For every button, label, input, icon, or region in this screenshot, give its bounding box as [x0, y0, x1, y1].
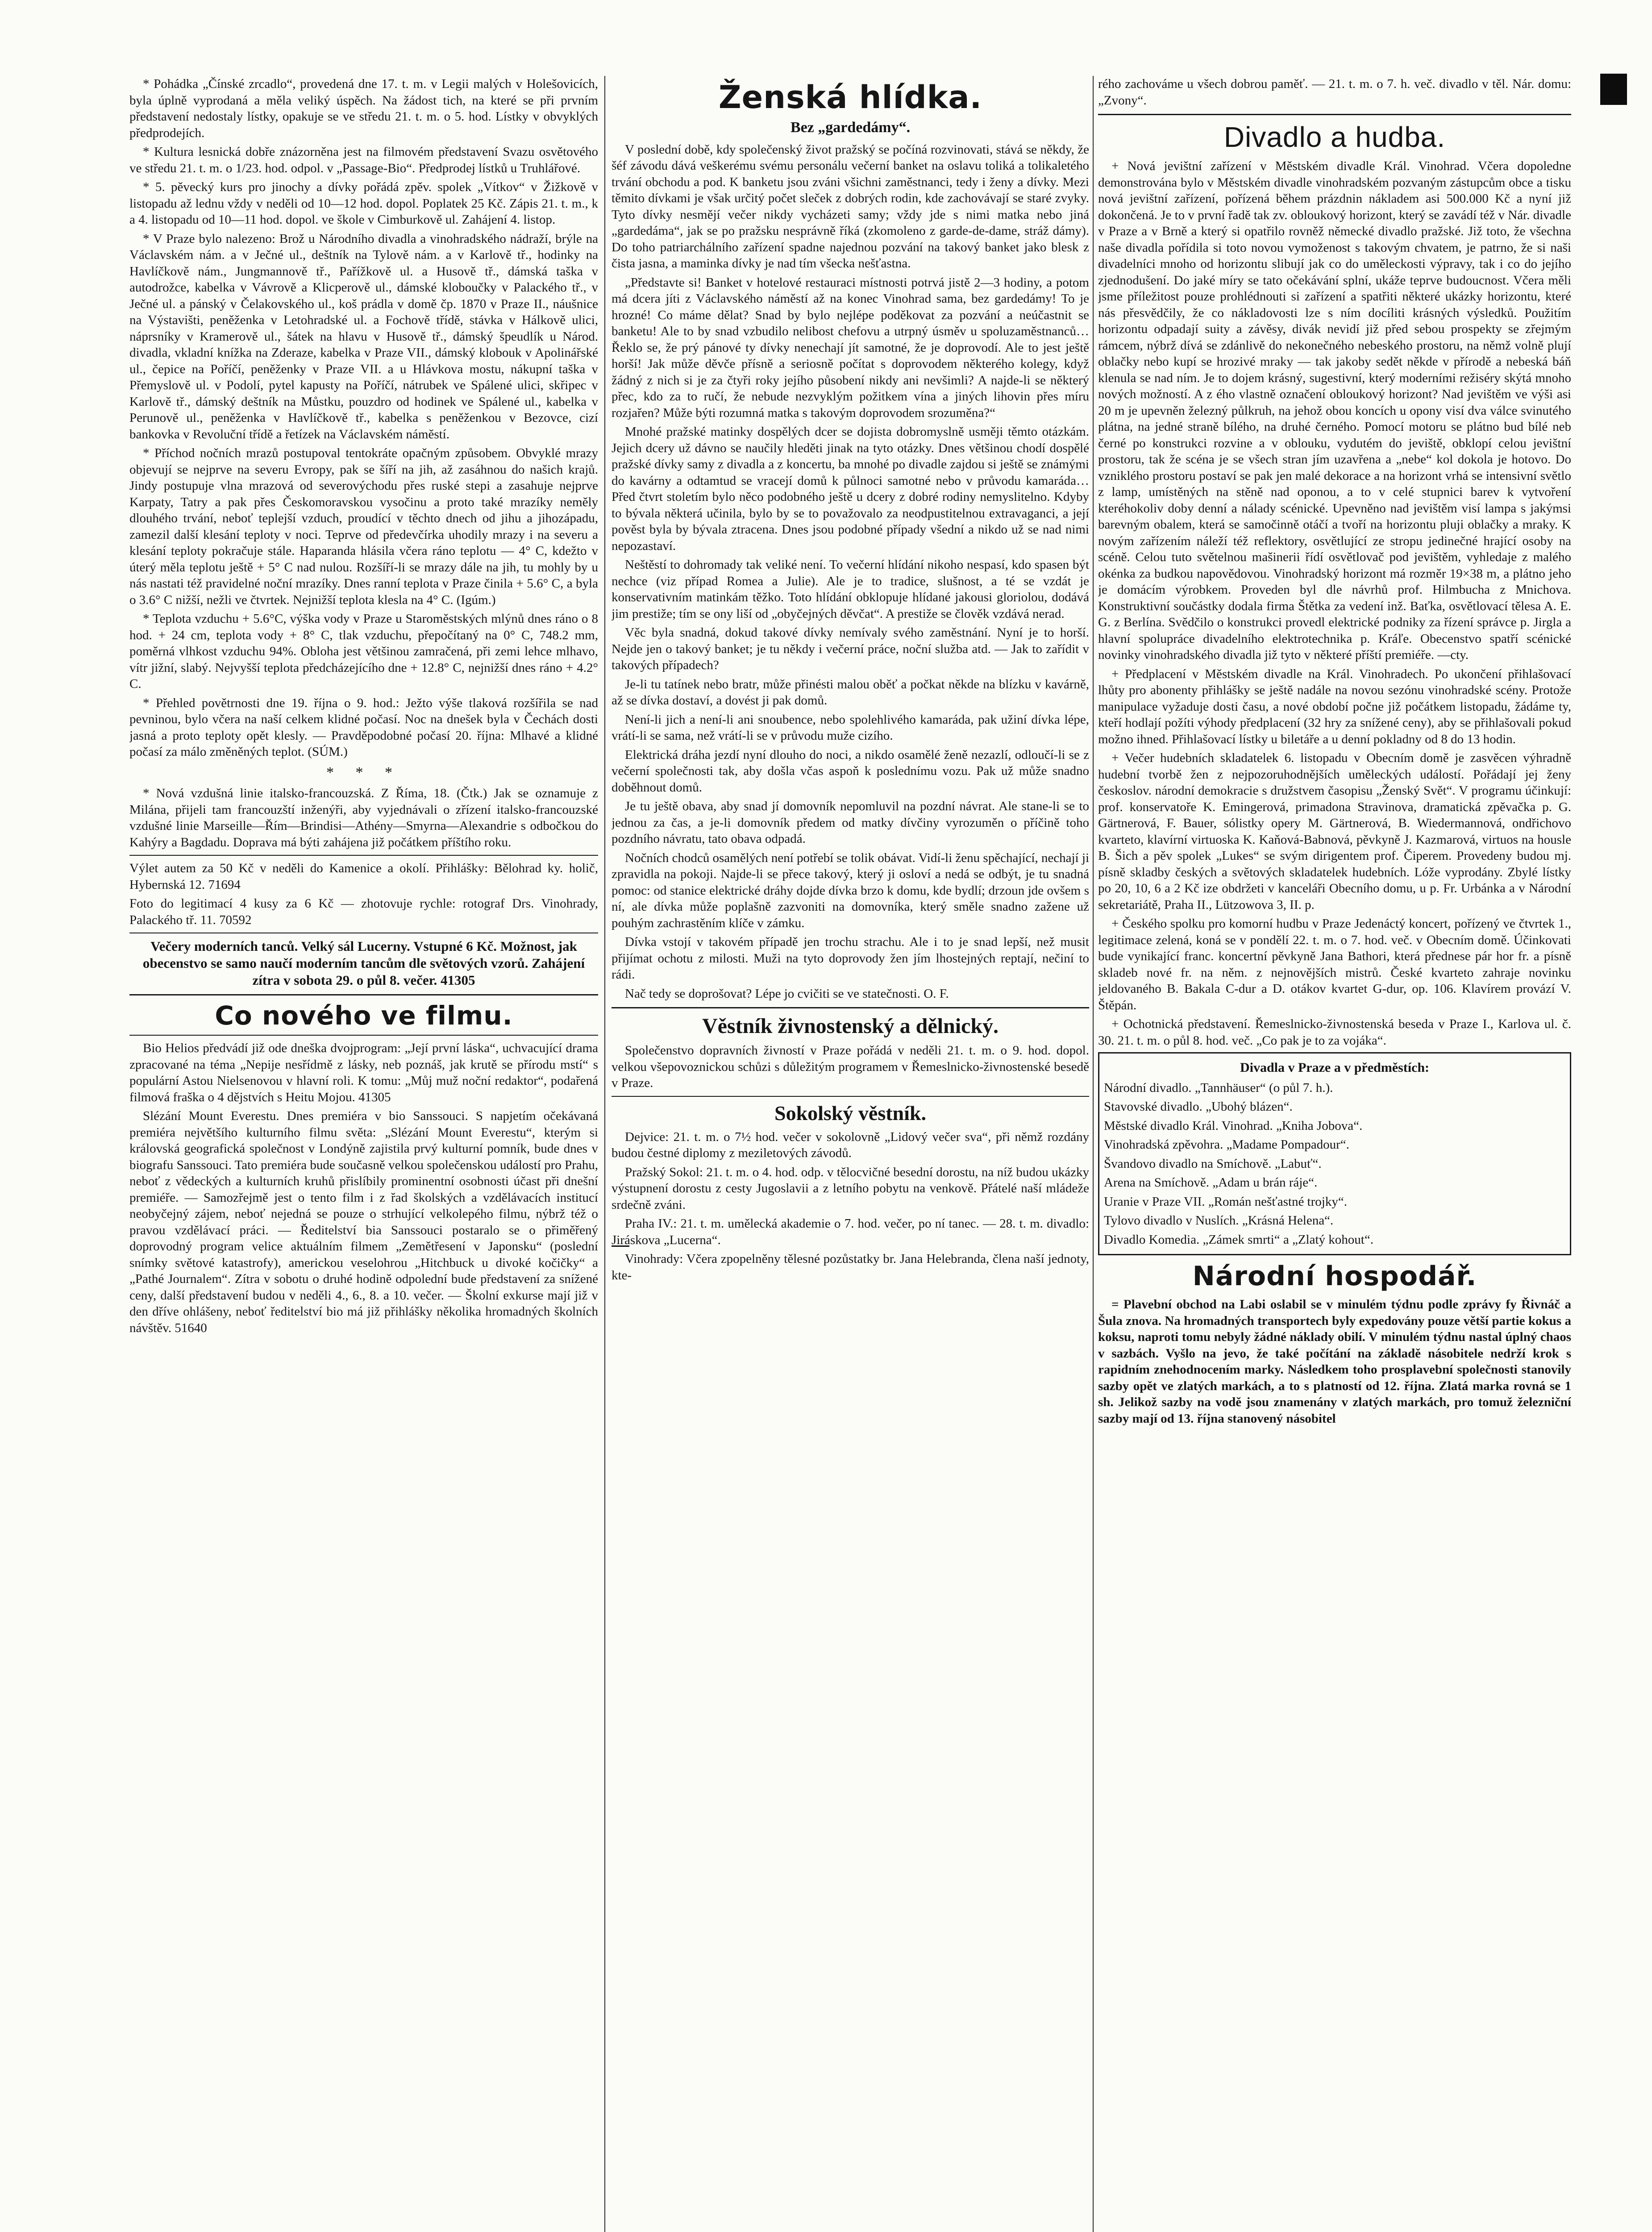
- news-item: + Večer hudebních skladatelek 6. listopadu v Obecním domě je zasvěcen výhradně hudební tvorbě žen z nejpozoruhodnějších uměleckých událostí. Pořádají jej ženy českoslov. národní demokracie s družstvem časopisu „Ženský Svět“. V programu účinkují: prof. konservatoře K. Emingerová, primadona Stravinova, dramatická zpěvačka p. G. Gärtnerová, F. Bauer, sólistky opery M. Gärtnerová, B. Wiedermannová, ondřichovo kvarteto, klavírní virtuoska K. Kaňová-Babnová, pěvkyně J. Kazmarová, virtuos na housle B. Šich a pěv spolek „Lukes“ se svým dirigentem prof. Čiperem. Provedeny budou mj. písně skladby českých a světových skladatelek hudebních. Lóže vyprodány. Zbylé lístky po 20, 10, 6 a 2 Kč ize obdržeti v kanceláři Obecního domu, u p. Fr. Urbánka a v Národní sekretariátě, Praha II., Lützowova 3, II. p.: [1098, 751, 1571, 912]
- article-paragraph: Je-li tu tatínek nebo bratr, může přinésti malou oběť a počkat někde na blízku v kavárně, až se dívka dostaví, a dovést ji pak domů.: [612, 677, 1089, 708]
- programme-item: Městské divadlo Král. Vinohrad. „Kniha Jobova“.: [1104, 1118, 1363, 1133]
- section-heading-trade: Věstník živnostenský a dělnický.: [702, 1014, 999, 1038]
- section-heading-film: Co nového ve filmu.: [215, 1000, 513, 1031]
- news-item: * 5. pěvecký kurs pro jinochy a dívky pořádá zpěv. spolek „Vítkov“ v Žižkově v listopadu až lednu vždy v neděli od 10—12 hod. dopol. Poplatek 25 Kč. Zápis 21. t. m., k a 4. listopadu od 10—11 hod. dopol. ve škole v Cimburkově ul. Zahájení 4. listop.: [129, 180, 598, 227]
- column-2: [612, 76, 1089, 2232]
- article-subtitle: Bez „gardedámy“.: [790, 119, 911, 136]
- article-paragraph: Nač tedy se doprošovat? Lépe jo cvičiti se ve statečnosti. O. F.: [625, 986, 949, 1001]
- column-3: [1098, 76, 1571, 2232]
- programme-item: Vinohradská zpěvohra. „Madame Pompadour“.: [1104, 1137, 1349, 1152]
- news-item: rého zachováme u všech dobrou paměť. — 21. t. m. o 7. h. več. divadlo v těl. Nár. domu: „Zvony“.: [1098, 77, 1571, 108]
- programme-item: Stavovské divadlo. „Ubohý blázen“.: [1104, 1099, 1293, 1114]
- news-item: * Pohádka „Čínské zrcadlo“, provedená dne 17. t. m. v Legii malých v Holešovicích, byla úplně vyprodaná a měla veliký úspěch. Na žádost tich, na které se při prvním představení nedostaly lístky, opakuje se ve středu 21. t. m. o 5. hod. Lístky v obvyklých předprodejích.: [129, 77, 598, 140]
- column-rule: [604, 76, 605, 2232]
- programme-item: Tylovo divadlo v Nuslích. „Krásná Helena“.: [1104, 1213, 1334, 1228]
- theatre-programme-box: [1098, 1052, 1571, 1255]
- news-item: * Teplota vzduchu + 5.6°C, výška vody v Praze u Staroměstských mlýnů dnes ráno o 8 hod. + 24 cm, teplota vody + 8° C, tlak vzduchu, přepočítaný na 0° C, 748.2 mm, poměrná vlhkost vzduchu 94%. Obloha jest většinou zamračená, při zemi lehce mlhavo, vítr jižní, slabý. Nejvyšší teplota předcházejícího dne + 12.8° C, nejnižší dnes ráno + 4.2° C.: [129, 612, 598, 691]
- divider: [129, 1035, 598, 1036]
- article-paragraph: Není-li jich a není-li ani snoubence, nebo spolehlivého kamaráda, pak užiní dívka lépe, vrátí-li se sama, než vrátí-li se v průvodu muže cizího.: [612, 712, 1089, 743]
- programme-heading: Divadla v Praze a v předměstích:: [1240, 1060, 1430, 1075]
- article-paragraph: Mnohé pražské matinky dospělých dcer se dojista dobromyslně usměji těmto otázkám. Jejich dcery už dávno se naučily hleděti jinak na tyto otázky. Dnes většinou chodí dospělé pražské dívky samy z divadla a z koncertu, ba mnohé po divadle zajdou si ještě se známými do kavárny a odtamtud se vracejí domů k půlnoci samotné nebo v průvodu kamaráda… Před čtvrt stoletím bylo něco podobného ještě u dcery z dobré rodiny nemyslitelno. Kdyby to bývala některá učinila, bylo by se to považovalo za neodpustitelnou extravaganci, a její pověst byla by bývala ztracena. Dnes jsou podobné případy všední a nikdo už se nad nimi nepozastaví.: [612, 425, 1089, 553]
- news-item: Vinohrady: Včera zpopelněny tělesné pozůstatky br. Jana Helebranda, člena naší jednoty, kte-: [612, 1252, 1089, 1283]
- news-item: Dejvice: 21. t. m. o 7½ hod. večer v sokolovně „Lidový večer sva“, při němž rozdány budou čestné diplomy z meziletových závodů.: [612, 1129, 1089, 1160]
- edge-mark: [1600, 74, 1627, 105]
- column-rule: [1093, 76, 1094, 2232]
- news-item: Společenstvo dopravních živností v Praze pořádá v neděli 21. t. m. o 9. hod. dopol. velkou všepovoznickou schůzi s důležitým programem v Řemeslnicko-živnostenské besedě v Praze.: [612, 1043, 1089, 1090]
- programme-item: Divadlo Komedia. „Zámek smrti“ a „Zlatý kohout“.: [1104, 1232, 1373, 1247]
- news-item: * Kultura lesnická dobře znázorněna jest na filmovém představení Svazu osvětového ve středu 21. t. m. o 1/23. hod. odpol. v „Passage-Bio“. Předprodej lístků u Truhlářové.: [129, 145, 598, 175]
- column-1: [129, 76, 598, 2232]
- divider: [129, 855, 598, 856]
- divider: [612, 1096, 1089, 1097]
- separator-stars: * * *: [326, 764, 401, 781]
- programme-item: Arena na Smíchově. „Adam u brán ráje“.: [1104, 1175, 1318, 1190]
- news-item: * Nová vzdušná linie italsko-francouzská. Z Říma, 18. (Čtk.) Jak se oznamuje z Milána, přijeli tam francouzští inženýři, aby vyjednávali o zřízení italsko-francouzské vzdušné linie Marseille—Řím—Brindisi—Athény—Smyrna—Alexandrie s odbočkou do Kahýry a Bagdadu. Doprava má býti zahájena již počátkem příštího roku.: [129, 786, 598, 849]
- divider: [129, 994, 598, 995]
- section-heading-womens: Ženská hlídka.: [718, 79, 982, 116]
- section-heading-sokol: Sokolský věstník.: [774, 1101, 926, 1124]
- news-item: + Předplacení v Městském divadle na Král. Vinohradech. Po ukončení přihlašovací lhůty pro abonenty přihlášky se ještě nadále na novou sezónu vinohradské scény. Protože manipulace vyžaduje dosti času, a nové období počne již počátkem listopadu, žádáme ty, kteří hodlají požíti výhody předplacení (32 hry za snížené ceny), aby se přihlašovali pokud možno ihned. Přihlašovací lístky u biletáře a u denní pokladny od 8 do 13 hodin.: [1098, 666, 1571, 746]
- divider: [612, 1007, 1089, 1008]
- advertisement: Večery moderních tanců. Velký sál Lucerny. Vstupné 6 Kč. Možnost, jak obecenstvo se samo naučí moderním tancům dle světových vzorů. Zahájení zítra v sobota 29. o půl 8. večer. 41305: [142, 938, 585, 988]
- news-item: + Ochotnická představení. Řemeslnicko-živnostenská beseda v Praze I., Karlova ul. č. 30. 21. t. m. o půl 8. hod. več. „Co pak je to za vojáka“.: [1098, 1017, 1571, 1048]
- article-paragraph: Dívka vstojí v takovém případě jen trochu strachu. Ale i to je snad lepší, než musit přijímat ochotu z milosti. Muži na tyto doprovody žen jím lhostejných reptají, nečiní to rádi.: [612, 935, 1089, 982]
- article-paragraph: Nočních chodců osamělých není potřebí se tolik obávat. Vidí-li ženu spěchající, nechají ji zpravidla na pokoji. Najde-li se přece takový, který ji osloví a nedá se odbýt, je tu snadná pomoc: od stanice elektrické dráhy dojde dívka brzo k domu, kde bydlí; drzoun jde ovšem s ní, ale dívka může poplašně zazvoniti na domovníka, který směle snadno zažene už pouhým zachrastěním klíče v zámku.: [612, 850, 1089, 930]
- news-item: Slézání Mount Everestu. Dnes premiéra v bio Sanssouci. S napjetím očekávaná premiéra největšího kulturního filmu světa: „Slézání Mount Everestu“, kterým si královská geografická společnost v Londýně zajistila prvý kulturní pomník, bude dnes v biografu Sanssouci. Tato premiéra bude současně velkou společenskou událostí pro Prahu, neboť z vědeckých a kulturních kruhů přislíbily prominentní osobnosti účast při dnešní premiéře. — Samozřejmě jest o tento film i z řad školských a vzdělávacích institucí neobyčejný zájem, neboť nejedná se pouze o strhující velkolepého filmu, nýbrž též o pravou vzdělávací práci. — Ředitelství bia Sanssouci postaralo se o přiměřený doprovodný program velice aktuálním filmem „Zemětřesení v Japonsku“ (poslední snímky světové katastrofy), americkou veselohrou „Hitchbuck u divoké kočičky“ a „Pathé Journalem“. Zítra v sobotu o druhé hodině odpolední bude představení za snížené ceny, další představení budou v neděli 4., 6., 8. a 10. večer. — Školní exkurse mají již v den dříve ohlášeny, neboť ředitelství bio má již přihlášky několika hromadných školních návštěv. 51640: [129, 1109, 598, 1335]
- programme-item: Švandovo divadlo na Smíchově. „Labuť“.: [1104, 1156, 1322, 1171]
- news-item: + Českého spolku pro komorní hudbu v Praze Jedenáctý koncert, pořízený ve čtvrtek 1., legitimace zelená, koná se v pondělí 22. t. m. o 7. hod. več. v Obecním domě. Účinkovati bude vynikající franc. koncertní pěvkyně Jana Bathori, která přednese pár hor fr. a písně skladeb nové fr. na něm. z nejnovějších mistrů. České kvarteto zahraje novinku jeldovaného B. Bakala C-dur a D. otákov kvartet G-dur, op. 106. Klavírem provází V. Štěpán.: [1098, 916, 1571, 1012]
- advertisement: Výlet autem za 50 Kč v neděli do Kamenice a okolí. Přihlášky: Bělohrad ky. holič, Hybernská 12. 71694: [129, 861, 598, 892]
- article-paragraph: Je tu ještě obava, aby snad jí domovník nepomluvil na pozdní návrat. Ale stane-li se to jednou za čas, a je-li domovník předem od matky dívčiny vyrozuměn o příčině toho pozdního návratu, tato obava odpadá.: [612, 799, 1089, 846]
- news-item: Pražský Sokol: 21. t. m. o 4. hod. odp. v tělocvičné besední dorostu, na níž budou ukázky výstupnení dorostu z cesty Jugoslavii a z letního pobytu na venkově. Přátelé naší mládeže srdečně zváni.: [612, 1165, 1089, 1212]
- article-paragraph: Elektrická dráha jezdí nyní dlouho do noci, a nikdo osamělé ženě nezazlí, odloučí-li se z večerní společnosti tak, aby došla včas aspoň k poslednímu vozu. Pak už může snadno doběhnout domů.: [612, 747, 1089, 795]
- divider: [1098, 114, 1571, 115]
- news-item: * V Praze bylo nalezeno: Brož u Národního divadla a vinohradského nádraží, brýle na Václavském nám. a v Ječné ul., deštník na Tylově nám. a v Karlově tř., hodinky na Havlíčkově nám., Jungmannově tř., Pařížkově ul. a Husově tř., dámská taška v autodrožce, kabelka v Vávrově a Klicperově ul., dámské kloboučky v Palackého tř., v Ječné ul. a pánský v Čelakovského ul., koš prádla v domě čp. 1870 v Praze II., náušnice na Výstavišti, peněženka v Letohradské ul. a Fochově třídě, stávka v Hálkově ulici, náprsníky v Kramerově ul., šátek na hlavu v Husově tř., dámský špeudlík u Národ. divadla, vkladní knížka na Zderaze, kabelka v Praze VII., dámský klobouk v Apolinářské ul., čepice na Poříčí, peněženky v Praze VII. a u Hlávkova mostu, nákupní taška v Přemyslově ul. v Podolí, pytel kapusty na Poříčí, nátrubek ve Spálené ulici, skřipec v Karlově tř., dámský deštník na Můstku, pouzdro od hodinek ve Spálené ul., kabelka v Perunově ul., peněženka v Havlíčkově tř., kabelka s peněženkou v Bezovce, cizí bankovka v Revoluční třídě a řetízek na Václavském náměstí.: [129, 231, 598, 441]
- article-paragraph: V poslední době, kdy společenský život pražský se počíná rozvinovati, stává se někdy, že šéf závodu dává veškerému svému personálu večerní banket na oslavu toliká a tolikaletého trvání obchodu a pod. K banketu jsou zváni všichni zaměstnanci, tedy i ženy a dívky. Mezi těmito dívkami je však určitý počet sleček z dobrých rodin, kde zachovávají se staré zvyky. Tyto dívky nesmějí večer nikdy vycházeti samy; vždy jde s nimi matka nebo jiná „gardedáma“, jak se po pražsku nesprávně říká (zkomoleno z garde-de-dame, stráž dámy). Do toho patriarchálního zařízení spadne najednou pozvání na takový banket jako blesk z čista jasna, a maminka dívky je nad tím všecka nešťastna.: [612, 142, 1089, 271]
- advertisement: Foto do legitimací 4 kusy za 6 Kč — zhotovuje rychle: rotograf Drs. Vinohrady, Palackého tř. 11. 70592: [129, 896, 598, 927]
- section-heading-economy: Národní hospodář.: [1192, 1261, 1477, 1292]
- news-item: Praha IV.: 21. t. m. umělecká akademie o 7. hod. večer, po ní tanec. — 28. t. m. divadlo: Jiráskova „Lucerna“.: [612, 1216, 1089, 1247]
- news-item: * Příchod nočních mrazů postupoval tentokráte opačným způsobem. Obvyklé mrazy objevují se nejprve na severu Evropy, pak se šíří na jih, až zasáhnou do našich krajů. Jindy postupuje vlna mrazová od severovýchodu přes ruské stepi a zasahuje nejprve Karpaty, Tatry a pak přes Českomoravskou vysočinu a proto také mrazíky neměly dlouhého trvání, neboť teplejší vzduch, proudící v těchto dnech od jihu a jihozápadu, zamezil další klesání teploty v noci. Teprve od předevčírka uhodily mrazy i na severu a klesání teploty pokračuje stále. Haparanda hlásila včera ráno teplotu — 4° C, kdežto v úterý měla teplotu ještě + 5° C nad nulou. Rozšíří-li se mrazy dále na jih, tu mohly by u nás nastati též pravidelné noční mrazíky. Dnes ranní teplota v Praze činila + 5.6° C, a byla o 3.6° C nižší, nežli ve čtvrtek. Nejnižší teplota klesla na 4° C. (Igúm.): [129, 446, 598, 607]
- news-item: Bio Helios předvádí již ode dneška dvojprogram: „Její první láska“, uchvacující drama zpracované na téma „Nepije nesřídmě z lásky, neb poznáš, jak krutě se přírodu mstí“ s populární Astou Nielsenovou v hlavní roli. K tomu: „Můj muž noční redaktor“, podařená filmová fraška o 4 dějstvích s Heitu Mojou. 41305: [129, 1041, 598, 1104]
- article-paragraph: „Představte si! Banket v hotelové restauraci místnosti potrvá jistě 2—3 hodiny, a potom má dcera jíti z Václavského náměstí až na konec Vinohrad sama, bez gardedámy! To je hrozné! Co máme dělat? Snad by bylo nejlépe poděkovat za pozvání a neúčastnit se banketu! Ale to by snad vzbudilo nelibost chefovu a utrpný úsměv u spoluzaměstnanců… Řeklo se, že prý pánové ty dívky nenechají jít samotné, že je doprovodí. Ale to jest ještě horší! Jak může děvče přísně a seriosně počítat s doprovodem některého kolegy, když žádný z nich si je za čtyři roky jejího působení nikdy ani nevšimli? A najde-li se některý přec, kdo za to ručí, že nebude nezvyklým požitkem vína a jiných lihovin přes míru rozjařen? Může býti rozumná matka s takovým doprovodem srozuměna?“: [612, 275, 1089, 420]
- news-item: + Nová jevištní zařízení v Městském divadle Král. Vinohrad. Včera dopoledne demonstrována bylo v Městském divadle vinohradském pozvaným zástupcům obce a tisku nová jevištní zařízení, pořízená během prázdnin nákladem asi 500.000 Kč a nyní již dokončená. Je to v první řadě tak zv. obloukový horizont, který se zavádí též v Nár. divadle v Praze a v Brně a který si opatřilo rovněž německé divadlo pražské. Již toto, že všechna naše divadla pořídila si toto novou vymoženost s takovým chvatem, je patrno, že si naši divadelníci mnoho od horizontu slibují jak co do uměleckosti výpravy, tak i co do jejího zjednodušení. Do jaké míry se tato očekávání splní, ukáže teprve budoucnost. Včera měli jsme příležitost pouze prohlédnouti si zařízení a spatřiti některé ukázky horizontu, které nás přesvědčily, že co nákladovosti lze s ním docíliti krásných výsledků. Použitím horizontu odpadají suity a závěsy, divák nevidí již před sebou prospekty se zřejmým rámcem, nýbrž dívá se zdánlivě do nekonečného nebeského prostoru, na němž volně plují oblačky nebo kupí se hrozivé mraky — tak jakoby sedět někde v přírodě a nebeská báň klenula se nad ním. Je to dojem krásný, sugestivní, který moderními režiséry skýtá mnoho nových možností. A z ého vlastně označení obloukový horizont? Nad jevištěm ve výši asi 20 m je upevněn železný půlkruh, na jehož obou koncích u opony visí dva válce svinutého plátna, na jedné straně bílého, na druhé černého. Pomocí motoru se plátno bud bílé neb černé po konstrukci rozvine a v oblouku, vydutém do jeviště, obklopí celou jevištní prostoru, tak že scéna je se všech stran jím uzavřena a „nebe“ kol dokola je hotovo. Do vzniklého prostoru postaví se pak jen malé dekorace a na horizont vrhá se intensivní světlo z lamp, umístěných na stěně nad oponou, a to v celé stupnici barev k vytvoření kteréhokoliv doby denní a nálady scénické. Upevněno nad jevištěm visí lampa s jakýmsi barevným obalem, která se samočinně otáčí a tvoří na horizontu pluji oblačky a mraky. K novým zařízením náleží též reflektory, osvětlující ze stropu jedinečné hrající osoby na scéně. Celou tuto světelnou mašinerii řídí osvětlovač pod jevištěm, vyhledaje z malého okénka za budkou napovědovou. Vinohradský horizont má rozměr 19×38 m, a plátno jeho je domácím výrobkem. Proveden byl dle návrhů prof. Hilmbucha z Mnichova. Konstruktivní součástky dodala firma Štětka za vedení inž. Baťka, osvětlovací tělesa A. E. G. z Berlína. Svědčilo o konstrukci provedl elektrické podniky za řízení správce p. Jirgla a hlavní spolupráce divadelního elektrotechnika p. Kráľe. Obecenstvo spatří scénické novinky vinohradského divadla již tyto v některé příští premiéře. —cty.: [1098, 159, 1571, 662]
- news-item: = Plavební obchod na Labi oslabil se v minulém týdnu podle zprávy fy Řivnáč a Šula znova. Na hromadných transportech byly expedovány pouze větší partie kokus a koksu, naproti tomu nebyly žádné náklady obilí. V minulém týdnu nastal úplný chaos v sazbách. Vyšlo na jevo, že také počítání na základě násobitele nedrží krok s rapidním znehodnocením marky. Následkem toho prosplavební společnosti stanovily sazby opět ve zlatých markách, a to s platností od 12. října. Zlatá marka rovná se 1 sh. Jelikož sazby na vodě jsou znamenány v zlatých markách, pro tomuž železniční sazby mají od 13. října stanovený násobitel: [1098, 1297, 1571, 1426]
- news-item: * Přehled povětrnosti dne 19. října o 9. hod.: Ježto výše tlaková rozšířila se nad pevninou, bylo včera na naší celkem klidné počasí. Noc na dnešek byla v Čechách dosti jasná a proto teploty opět klesly. — Pravděpodobné počasí 20. října: Mlhavé a klidné počasí za málo změněných teplot. (SÚM.): [129, 695, 598, 759]
- article-paragraph: Věc byla snadná, dokud takové dívky nemívaly svého zaměstnání. Nyní je to horší. Nejde jen o takový banket; je tu někdy i večerní práce, noční služba atd. — Jak to zařídit v takových případech?: [612, 625, 1089, 672]
- programme-item: Národní divadlo. „Tannhäuser“ (o půl 7. h.).: [1104, 1080, 1333, 1095]
- article-paragraph: Neštěstí to dohromady tak veliké není. To večerní hlídání nikoho nespasí, kdo spasen být nechce (viz případ Romea a Julie). Ale je to tradice, slušnost, a té se vzdát je konservativním matinkám těžko. Toto hlídání obklopuje hlídané jakousi gloriolou, dodává jim prestiže; tím se ony liší od „obyčejných děvčat“. A prestiže se člověk vzdává nerad.: [612, 558, 1089, 621]
- section-heading-theatre: Divadlo a hudba.: [1223, 121, 1446, 153]
- programme-item: Uranie v Praze VII. „Román nešťastné trojky“.: [1104, 1194, 1347, 1209]
